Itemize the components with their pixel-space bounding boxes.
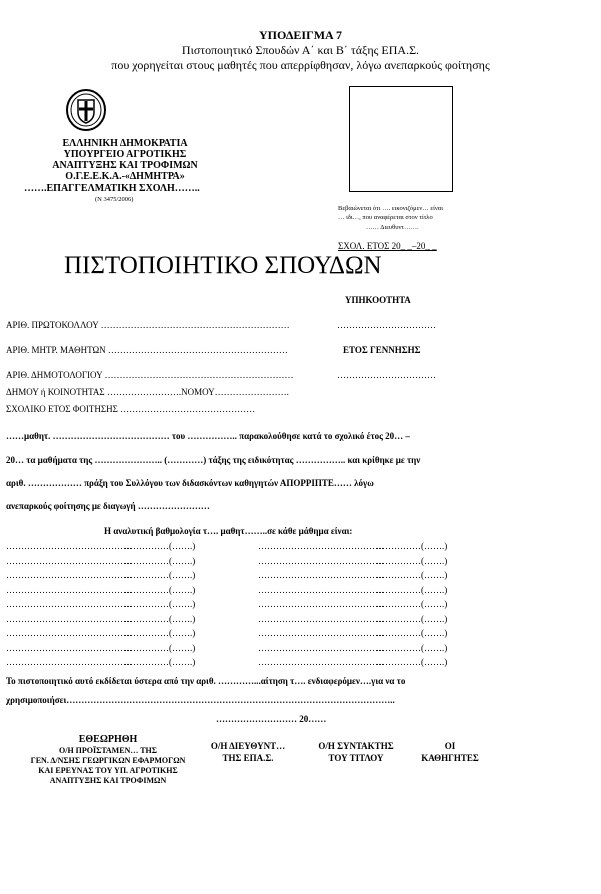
subject-grade-left: ……………(…….) (124, 555, 196, 566)
municipality-field: ΔΗΜΟΥ ή ΚΟΙΝΟΤΗΤΑΣ …………………….ΝΟΜΟΥ……………………. (6, 387, 289, 397)
subject-name-left: …………………………………… (6, 555, 132, 566)
issuer-country: ΕΛΛΗΝΙΚΗ ΔΗΜΟΚΡΑΤΙΑ (62, 138, 188, 149)
approval-label: ΕΘΕΩΡΗΘΗ (78, 734, 138, 745)
document-description: που χορηγείται στους μαθητές που απερρίφθησαν, λόγω ανεπαρκούς φοίτησης (111, 58, 490, 72)
subject-name-right: …………………………………… (258, 570, 384, 580)
municipal-registry-field: ΑΡΙΘ. ΔΗΜΟΤΟΛΟΓΙΟΥ ……………………………………………………… (6, 370, 294, 380)
director-line-2: ΤΗΣ ΕΠΑ.Σ. (222, 753, 274, 763)
subject-grade-right: ……………(…….) (376, 570, 448, 580)
subject-name-left: …………………………………… (6, 613, 132, 624)
subject-name-right: …………………………………… (258, 599, 384, 609)
protocol-number-field: ΑΡΙΘ. ΠΡΩΤΟΚΟΛΛΟΥ ……………………………………………………… (6, 320, 290, 330)
document-subtitle: Πιστοποιητικό Σπουδών Α΄ και Β΄ τάξης ΕΠΑ.Σ. (181, 43, 420, 57)
closing-line-1: Το πιστοποιητικό αυτό εκδίδεται ύστερα από την αριθ. …………...αίτηση τ…. ενδιαφερόμεν….για να το (6, 676, 406, 686)
subject-name-right: …………………………………… (258, 642, 384, 653)
director-line-1: Ο/Η ΔΙΕΥΘΥΝΤ… (210, 741, 286, 751)
subject-grade-left: ……………(…….) (124, 628, 196, 638)
grades-heading: Η αναλυτική βαθμολογία τ…. μαθητ……..σε κάθε μάθημα είναι: (104, 526, 353, 536)
document-code: ΥΠΟΔΕΙΓΜΑ 7 (258, 28, 343, 42)
supervisor-line-1: Ο/Η ΠΡΟΪΣΤΑΜΕΝ… ΤΗΣ (59, 746, 157, 755)
nationality-label: ΥΠΗΚΟΟΤΗΤΑ (345, 295, 411, 305)
subject-grade-left: ……………(…….) (124, 599, 196, 609)
subject-grade-right: ……………(…….) (376, 642, 448, 653)
author-line-2: ΤΟΥ ΤΙΤΛΟΥ (328, 753, 384, 763)
body-line-4: ανεπαρκούς φοίτησης με διαγωγή …………………… (6, 501, 210, 511)
supervisor-line-4: ΑΝΑΠΤΥΞΗΣ ΚΑΙ ΤΡΟΦΙΜΩΝ (49, 776, 167, 785)
subject-name-right: …………………………………… (258, 555, 384, 566)
subject-name-left: …………………………………… (6, 570, 132, 580)
subject-name-left: …………………………………… (6, 657, 132, 667)
subject-name-left: …………………………………… (6, 599, 132, 609)
birth-year-label: ΕΤΟΣ ΓΕΝΝΗΣΗΣ (343, 345, 421, 355)
photo-note-3: …… Διευθυντ……. (366, 224, 419, 231)
birth-year-field: …………………………… (337, 370, 436, 380)
subject-grade-right: ……………(…….) (376, 613, 448, 624)
subject-name-right: …………………………………… (258, 657, 384, 667)
nationality-field: …………………………… (337, 320, 436, 330)
teachers-line-1: ΟΙ (444, 741, 456, 751)
teachers-line-2: ΚΑΘΗΓΗΤΕΣ (421, 753, 479, 763)
subject-name-right: …………………………………… (258, 584, 384, 595)
photo-note-1: Βεβαιώνεται ότι …. εικονιζόμεν… είναι (338, 205, 443, 212)
subject-grade-right: ……………(…….) (376, 555, 448, 566)
body-line-2: 20… τα μαθήματα της ………………….. (…………) τάξης της ειδικότητας …………….. και κρίθηκε με την (6, 455, 421, 465)
subject-grade-right: ……………(…….) (376, 541, 448, 551)
subject-grade-left: ……………(…….) (124, 657, 196, 667)
closing-line-2: χρησιμοποιήσει……………………………………………………………………………………………….. (6, 695, 395, 705)
subject-grade-left: ……………(…….) (124, 541, 196, 551)
supervisor-line-2: ΓΕΝ. Δ/ΝΣΗΣ ΓΕΩΡΓΙΚΩΝ ΕΦΑΡΜΟΓΩΝ (30, 756, 186, 765)
photo-box (349, 86, 453, 192)
body-line-3: αριθ. ……………… πράξη του Συλλόγου των διδασκόντων καθηγητών ΑΠΟΡΡΙΠΤΕ…… λόγω (6, 478, 374, 488)
school-year: ΣΧΟΛ. ΕΤΟΣ 20_ _–20_ _ (338, 241, 437, 251)
student-registry-field: ΑΡΙΘ. ΜΗΤΡ. ΜΑΘΗΤΩΝ …………………………………………………… (6, 345, 288, 355)
coat-of-arms-icon (65, 88, 107, 132)
subject-name-left: …………………………………… (6, 584, 132, 595)
subject-grade-left: ……………(…….) (124, 613, 196, 624)
subject-name-left: …………………………………… (6, 628, 132, 638)
author-line-1: Ο/Η ΣΥΝΤΑΚΤΗΣ (318, 741, 394, 751)
main-title: ΠΙΣΤΟΠΟΙΗΤΙΚΟ ΣΠΟΥΔΩΝ (64, 252, 382, 279)
subject-name-right: …………………………………… (258, 628, 384, 638)
subject-grade-right: ……………(…….) (376, 628, 448, 638)
issuer-school: …….ΕΠΑΓΓΕΛΜΑΤΙΚΗ ΣΧΟΛΗ…….. (24, 183, 200, 194)
subject-grade-right: ……………(…….) (376, 657, 448, 667)
subject-grade-right: ……………(…….) (376, 584, 448, 595)
subject-name-left: …………………………………… (6, 541, 132, 551)
issuer-ministry: ΥΠΟΥΡΓΕΙΟ ΑΓΡΟΤΙΚΗΣ (63, 149, 187, 160)
subject-grade-left: ……………(…….) (124, 584, 196, 595)
subject-grade-left: ……………(…….) (124, 642, 196, 653)
attendance-year-field: ΣΧΟΛΙΚΟ ΕΤΟΣ ΦΟΙΤΗΣΗΣ ……………………………………… (6, 404, 256, 414)
subject-name-right: …………………………………… (258, 613, 384, 624)
subject-grade-right: ……………(…….) (376, 599, 448, 609)
body-line-1: ……μαθητ. ………………………………… του …………….. παρακολούθησε κατά το σχολικό έτος 20… – (6, 431, 410, 441)
subject-name-left: …………………………………… (6, 642, 132, 653)
photo-note-2: … ιδι…, που αναφέρεται στον τίτλο (338, 214, 433, 221)
issuer-ministry-2: ΑΝΑΠΤΥΞΗΣ ΚΑΙ ΤΡΟΦΙΜΩΝ (52, 160, 198, 171)
subject-grade-left: ……………(…….) (124, 570, 196, 580)
supervisor-line-3: ΚΑΙ ΕΡΕΥΝΑΣ ΤΟΥ ΥΠ. ΑΓΡΟΤΙΚΗΣ (38, 766, 178, 775)
subject-name-right: …………………………………… (258, 541, 384, 551)
issue-date: ……………………… 20…… (216, 714, 327, 724)
issuer-law: (Ν 3475/2006) (95, 196, 134, 203)
issuer-organization: Ο.Γ.Ε.Ε.Κ.Α.-«ΔΗΜΗΤΡΑ» (65, 171, 185, 182)
